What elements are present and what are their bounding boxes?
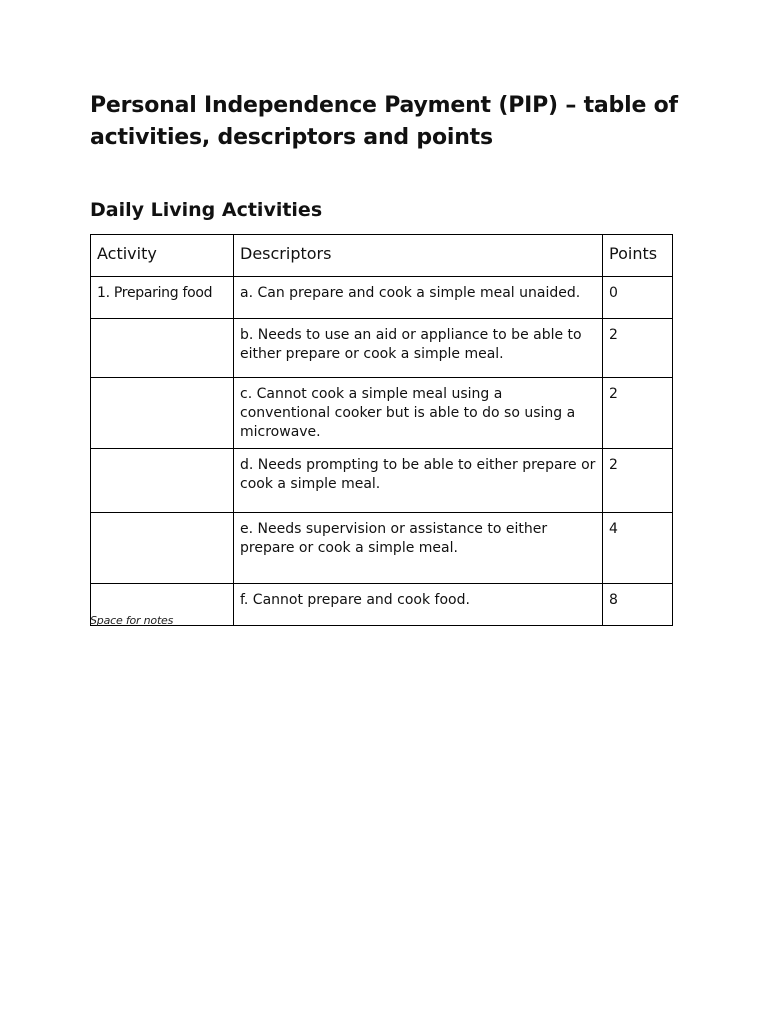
table-header-row — [91, 235, 673, 277]
table-row — [91, 449, 673, 513]
table-row — [91, 277, 673, 319]
header-activity: Activity — [91, 235, 234, 277]
document-title: Personal Independence Payment (PIP) – table of activities, descriptors and points — [90, 93, 678, 150]
table-row — [91, 319, 673, 378]
activities-table — [90, 234, 673, 626]
points-cell: 8 — [603, 584, 673, 626]
points-cell: 2 — [603, 378, 673, 449]
points-cell: 2 — [603, 319, 673, 378]
activity-cell: 1. Preparing food — [91, 277, 234, 319]
points-cell: 2 — [603, 449, 673, 513]
table-row — [91, 378, 673, 449]
activity-cell — [91, 319, 234, 378]
section-heading: Daily Living Activities — [90, 199, 323, 221]
points-cell: 0 — [603, 277, 673, 319]
activity-cell — [91, 513, 234, 584]
descriptor-cell: d. Needs prompting to be able to either prepare or cook a simple meal. — [234, 449, 603, 513]
descriptor-cell: c. Cannot cook a simple meal using a conventional cooker but is able to do so using a microwave. — [234, 378, 603, 449]
points-cell: 4 — [603, 513, 673, 584]
descriptor-cell: b. Needs to use an aid or appliance to be able to either prepare or cook a simple meal. — [234, 319, 603, 378]
header-points: Points — [603, 235, 673, 277]
activity-cell — [91, 449, 234, 513]
descriptor-cell: f. Cannot prepare and cook food. — [234, 584, 603, 626]
table-row — [91, 513, 673, 584]
notes-label: Space for notes — [90, 614, 174, 627]
activity-cell — [91, 378, 234, 449]
descriptor-cell: a. Can prepare and cook a simple meal unaided. — [234, 277, 603, 319]
descriptor-cell: e. Needs supervision or assistance to either prepare or cook a simple meal. — [234, 513, 603, 584]
header-descriptors: Descriptors — [234, 235, 603, 277]
table-row — [91, 584, 673, 626]
